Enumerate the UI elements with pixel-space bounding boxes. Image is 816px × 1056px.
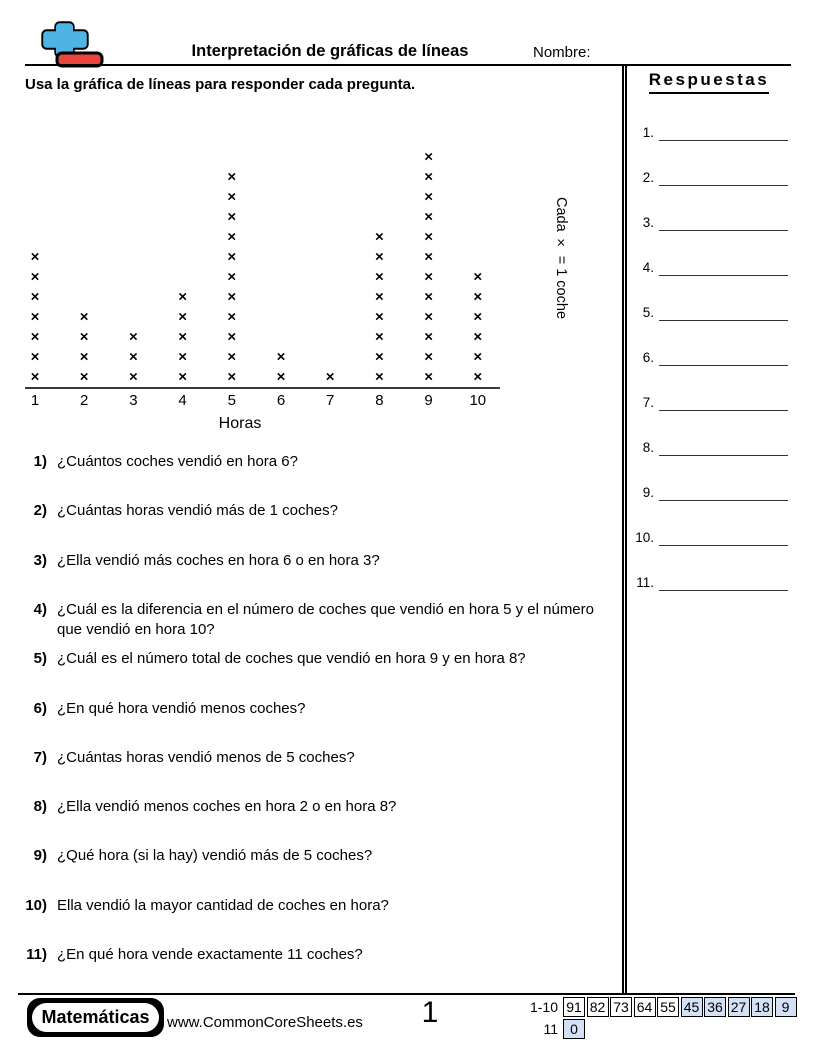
x-mark: × xyxy=(473,348,483,366)
question-number: 1) xyxy=(33,453,47,470)
page-title: Interpretación de gráficas de líneas xyxy=(191,42,469,60)
score-cell: 64 xyxy=(634,997,656,1017)
x-mark: × xyxy=(473,308,483,326)
question-item xyxy=(14,551,614,571)
x-axis-tick: 3 xyxy=(129,392,138,409)
question-item xyxy=(14,600,614,640)
x-mark: × xyxy=(424,228,433,246)
answer-row xyxy=(630,528,788,546)
x-axis-tick: 2 xyxy=(80,392,89,409)
x-axis-tick: 9 xyxy=(424,392,433,409)
question-text: ¿Cuántas horas vendió menos de 5 coches? xyxy=(57,748,355,766)
brand-name: Matemáticas xyxy=(32,1003,159,1032)
x-mark: × xyxy=(375,368,384,386)
x-mark: × xyxy=(424,368,433,386)
answer-number: 10. xyxy=(635,530,654,545)
question-number: 10) xyxy=(25,896,47,914)
x-axis-label: Horas xyxy=(218,415,262,432)
score-row xyxy=(563,1019,585,1039)
plot-key-label: Cada × = 1 coche xyxy=(553,197,569,320)
answer-blank[interactable] xyxy=(659,214,788,231)
answer-row xyxy=(630,168,788,186)
question-number: 11) xyxy=(26,946,47,963)
question-number: 6) xyxy=(33,699,47,717)
answer-row xyxy=(630,123,788,141)
answer-row xyxy=(630,438,788,456)
x-mark: × xyxy=(79,328,89,346)
x-mark: × xyxy=(424,188,433,206)
question-number: 4) xyxy=(33,600,47,618)
answer-number: 4. xyxy=(642,260,654,275)
score-row-label: 1-10 xyxy=(529,999,558,1015)
question-item xyxy=(14,797,614,817)
answer-blank[interactable] xyxy=(659,169,788,186)
question-text: ¿Cuál es la diferencia en el número de coches que vendió en hora 5 y el número que vendió en hora 10? xyxy=(57,600,594,638)
question-number: 9) xyxy=(33,847,47,865)
answer-number: 5. xyxy=(642,305,654,320)
answers-column-divider xyxy=(622,66,627,995)
answer-blank[interactable] xyxy=(659,124,788,141)
x-mark: × xyxy=(178,348,187,366)
question-text: ¿Cuántas horas vendió más de 1 coches? xyxy=(57,502,338,520)
x-mark: × xyxy=(227,248,237,266)
x-mark: × xyxy=(473,268,483,286)
x-mark: × xyxy=(473,368,483,386)
x-mark: × xyxy=(375,268,384,286)
x-mark: × xyxy=(424,208,433,226)
answer-number: 3. xyxy=(642,215,654,230)
question-item xyxy=(14,896,614,916)
x-mark: × xyxy=(30,308,40,326)
x-mark: × xyxy=(129,368,138,386)
question-text: ¿En qué hora vende exactamente 11 coches? xyxy=(57,946,363,963)
score-row-label: 11 xyxy=(543,1021,558,1037)
x-mark: × xyxy=(227,288,237,306)
x-mark: × xyxy=(424,348,433,366)
x-mark: × xyxy=(227,328,237,346)
x-axis-tick: 6 xyxy=(276,392,286,409)
x-mark: × xyxy=(375,288,384,306)
answer-blank[interactable] xyxy=(659,349,788,366)
question-text: Ella vendió la mayor cantidad de coches en hora? xyxy=(57,896,389,914)
x-axis-line xyxy=(25,387,500,389)
score-row xyxy=(563,997,797,1017)
answer-number: 9. xyxy=(642,485,654,500)
x-mark: × xyxy=(375,248,384,266)
question-text: ¿Ella vendió más coches en hora 6 o en hora 3? xyxy=(57,551,380,569)
page-number: 1 xyxy=(421,996,439,1029)
answer-blank[interactable] xyxy=(659,304,788,321)
x-axis-tick: 8 xyxy=(375,392,384,409)
question-item xyxy=(14,945,614,965)
x-mark: × xyxy=(30,248,40,266)
question-number: 2) xyxy=(33,502,47,520)
question-number: 8) xyxy=(33,798,47,816)
x-mark: × xyxy=(178,368,187,386)
x-mark: × xyxy=(276,368,286,386)
score-cell: 36 xyxy=(704,997,726,1017)
x-mark: × xyxy=(30,328,40,346)
question-number: 3) xyxy=(33,551,47,569)
score-cell: 27 xyxy=(728,997,750,1017)
score-cell: 91 xyxy=(563,997,585,1017)
question-item xyxy=(14,846,614,866)
x-mark: × xyxy=(375,308,384,326)
question-item xyxy=(14,699,614,719)
x-mark: × xyxy=(30,288,40,306)
x-mark: × xyxy=(129,328,138,346)
x-mark: × xyxy=(30,368,40,386)
answer-blank[interactable] xyxy=(659,259,788,276)
question-item xyxy=(14,748,614,768)
x-mark: × xyxy=(227,208,237,226)
x-mark: × xyxy=(424,248,433,266)
answer-blank[interactable] xyxy=(659,484,788,501)
website-link: www.CommonCoreSheets.es xyxy=(167,1014,363,1031)
x-mark: × xyxy=(375,328,384,346)
answer-row xyxy=(630,573,788,591)
answer-row xyxy=(630,348,788,366)
question-item xyxy=(14,501,614,521)
answer-row xyxy=(630,483,788,501)
answer-number: 1. xyxy=(642,125,654,140)
score-cell: 55 xyxy=(657,997,679,1017)
x-mark: × xyxy=(227,168,237,186)
x-mark: × xyxy=(375,348,384,366)
x-mark: × xyxy=(375,228,384,246)
answer-number: 7. xyxy=(642,395,654,410)
header-divider xyxy=(25,64,791,66)
instruction-text: Usa la gráfica de líneas para responder cada pregunta. xyxy=(25,76,416,93)
footer-divider xyxy=(18,993,795,995)
answer-row xyxy=(630,393,788,411)
answer-blank[interactable] xyxy=(659,529,788,546)
score-cell: 0 xyxy=(563,1019,585,1039)
question-item xyxy=(14,452,614,472)
x-mark: × xyxy=(227,348,237,366)
x-mark: × xyxy=(227,368,237,386)
answer-number: 2. xyxy=(642,170,654,185)
plus-minus-logo-icon xyxy=(41,21,105,68)
x-mark: × xyxy=(30,348,40,366)
answer-row xyxy=(630,213,788,231)
answer-row xyxy=(630,258,788,276)
x-mark: × xyxy=(424,168,433,186)
x-axis-tick: 1 xyxy=(30,392,40,409)
x-mark: × xyxy=(325,368,335,386)
question-text: ¿Ella vendió menos coches en hora 2 o en hora 8? xyxy=(57,798,397,816)
x-mark: × xyxy=(276,348,286,366)
x-mark: × xyxy=(424,308,433,326)
question-text: ¿Cuántos coches vendió en hora 6? xyxy=(57,453,298,470)
answer-number: 11. xyxy=(636,575,654,590)
x-mark: × xyxy=(227,308,237,326)
question-number: 7) xyxy=(33,748,47,766)
question-text: ¿En qué hora vendió menos coches? xyxy=(57,699,306,717)
x-mark: × xyxy=(178,328,187,346)
x-mark: × xyxy=(30,268,40,286)
answer-row xyxy=(630,303,788,321)
score-cell: 73 xyxy=(610,997,632,1017)
x-mark: × xyxy=(178,288,187,306)
score-cell: 18 xyxy=(751,997,773,1017)
question-item xyxy=(14,649,614,669)
answer-blank[interactable] xyxy=(659,574,788,591)
x-axis-tick: 7 xyxy=(326,392,335,409)
answers-title: Respuestas xyxy=(627,70,791,94)
x-axis-tick: 4 xyxy=(178,392,187,409)
x-axis-tick: 10 xyxy=(469,392,487,409)
x-mark: × xyxy=(79,348,89,366)
brand-logo xyxy=(27,998,164,1037)
question-text: ¿Qué hora (si la hay) vendió más de 5 coches? xyxy=(57,847,373,865)
name-label: Nombre: xyxy=(533,44,591,61)
x-mark: × xyxy=(227,268,237,286)
x-mark: × xyxy=(227,228,237,246)
score-cell: 9 xyxy=(775,997,797,1017)
x-mark: × xyxy=(424,268,433,286)
x-mark: × xyxy=(79,368,89,386)
x-mark: × xyxy=(178,308,187,326)
x-mark: × xyxy=(424,328,433,346)
answer-blank[interactable] xyxy=(659,439,788,456)
x-mark: × xyxy=(227,188,237,206)
x-mark: × xyxy=(129,348,138,366)
x-axis-tick: 5 xyxy=(227,392,236,409)
x-mark: × xyxy=(473,328,483,346)
answer-number: 8. xyxy=(642,440,654,455)
x-mark: × xyxy=(424,288,433,306)
question-number: 5) xyxy=(33,650,47,668)
x-mark: × xyxy=(424,148,433,166)
score-cell: 45 xyxy=(681,997,703,1017)
answer-number: 6. xyxy=(642,350,654,365)
score-cell: 82 xyxy=(587,997,609,1017)
x-mark: × xyxy=(473,288,483,306)
x-mark: × xyxy=(79,308,89,326)
question-text: ¿Cuál es el número total de coches que vendió en hora 9 y en hora 8? xyxy=(57,650,526,668)
answer-blank[interactable] xyxy=(659,394,788,411)
